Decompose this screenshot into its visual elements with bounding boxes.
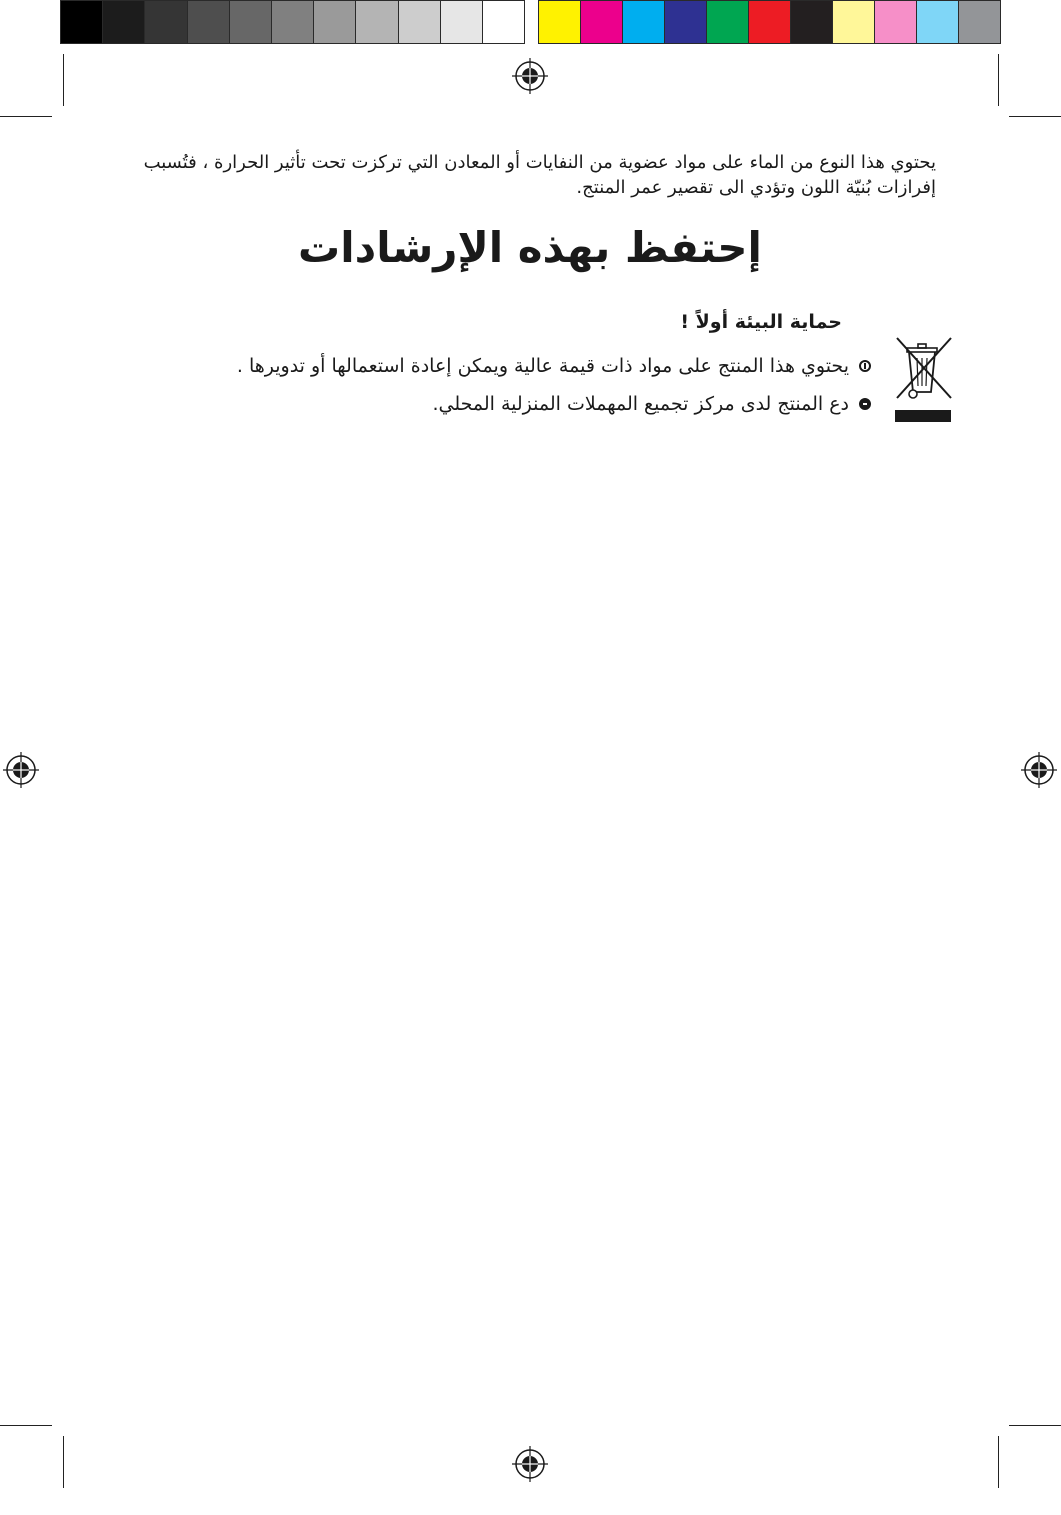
- grayscale-swatch-4: [187, 0, 230, 44]
- environment-item-2-text: دع المنتج لدى مركز تجميع المهملات المنزلية المحلي.: [432, 393, 849, 415]
- registration-mark-icon: [1021, 752, 1057, 788]
- crop-mark-top-right-v: [998, 54, 999, 106]
- process-color-swatch-6: [748, 0, 791, 44]
- environment-item-2: [432, 390, 871, 418]
- crop-mark-top-left-h: [0, 116, 52, 117]
- process-color-swatch-1: [538, 0, 581, 44]
- process-color-swatch-3: [622, 0, 665, 44]
- info-bullet-icon: [859, 360, 871, 372]
- grayscale-swatch-5: [229, 0, 272, 44]
- grayscale-swatch-2: [102, 0, 145, 44]
- process-color-swatch-8: [832, 0, 875, 44]
- intro-line-2: إفرازات بُنيّة اللون وتؤدي الى تقصير عمر المنتج.: [576, 177, 936, 198]
- process-color-swatch-5: [706, 0, 749, 44]
- page-title: إحتفظ بهذه الإرشادات: [298, 223, 762, 272]
- process-color-swatch-9: [874, 0, 917, 44]
- crop-mark-bottom-left-v: [63, 1436, 64, 1488]
- registration-mark-icon: [512, 1446, 548, 1482]
- environment-item-1-text: يحتوي هذا المنتج على مواد ذات قيمة عالية ويمكن إعادة استعمالها أو تدويرها .: [236, 355, 849, 377]
- registration-mark-icon: [512, 58, 548, 94]
- process-color-swatch-4: [664, 0, 707, 44]
- crossed-out-wheelie-bin-icon: [893, 336, 953, 424]
- intro-paragraph: [110, 150, 936, 200]
- crop-mark-bottom-right-v: [998, 1436, 999, 1488]
- process-color-swatch-2: [580, 0, 623, 44]
- crop-mark-bottom-left-h: [0, 1425, 52, 1426]
- crop-mark-top-right-h: [1009, 116, 1061, 117]
- grayscale-bar: [60, 0, 524, 44]
- grayscale-swatch-3: [144, 0, 187, 44]
- environment-item-1: [237, 352, 871, 380]
- process-color-bar: [538, 0, 1000, 44]
- grayscale-swatch-11: [482, 0, 525, 44]
- intro-line-1: يحتوي هذا النوع من الماء على مواد عضوية من النفايات أو المعادن التي تركزت تحت تأثير الحرارة ، فتُسبب: [143, 152, 936, 173]
- grayscale-swatch-8: [355, 0, 398, 44]
- grayscale-swatch-6: [271, 0, 314, 44]
- grayscale-swatch-10: [440, 0, 483, 44]
- grayscale-swatch-1: [60, 0, 103, 44]
- grayscale-swatch-9: [398, 0, 441, 44]
- process-color-swatch-7: [790, 0, 833, 44]
- crop-mark-bottom-right-h: [1009, 1425, 1061, 1426]
- process-color-swatch-11: [958, 0, 1001, 44]
- grayscale-swatch-7: [313, 0, 356, 44]
- bin-bullet-icon: [859, 398, 871, 410]
- crop-mark-top-left-v: [63, 54, 64, 106]
- registration-mark-icon: [3, 752, 39, 788]
- environment-heading: حماية البيئة أولاً !: [680, 311, 842, 333]
- process-color-swatch-10: [916, 0, 959, 44]
